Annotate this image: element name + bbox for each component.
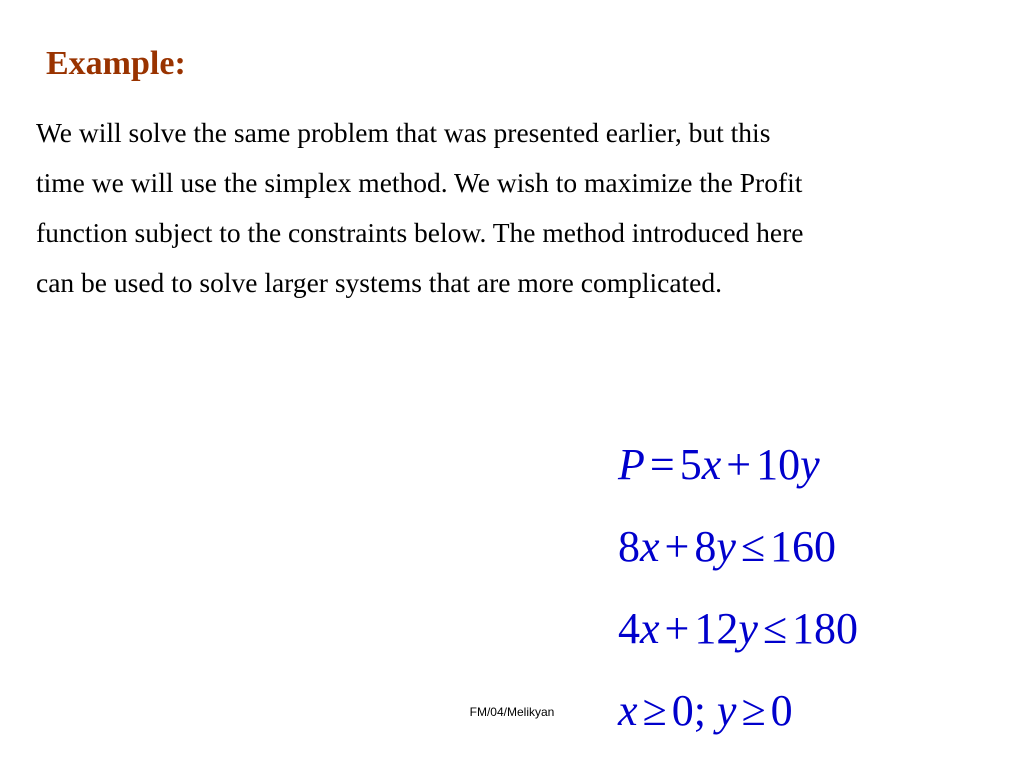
equation-variable: y (716, 686, 737, 735)
equation-variable: P (618, 440, 645, 489)
equation-variable: y (800, 440, 820, 489)
objective-function (618, 424, 1018, 506)
equation-operator: ≥ (741, 686, 766, 735)
constraint-2 (618, 588, 1018, 670)
equation-block (618, 424, 1018, 752)
equation-variable: x (640, 604, 660, 653)
slide-title: Example: (46, 45, 186, 82)
equation-operator: ≤ (740, 522, 766, 571)
paragraph-line: time we will use the simplex method. We wish to maximize the Profit (36, 167, 803, 198)
equation-term: 180 (792, 604, 859, 653)
equation-term: 160 (770, 522, 837, 571)
equation-term: 8 (618, 522, 640, 571)
equation-operator: + (726, 440, 752, 489)
equation-variable: x (618, 686, 638, 735)
equation-variable: y (716, 522, 736, 571)
equation-term: 10 (756, 440, 801, 489)
equation-term: 5 (679, 440, 702, 489)
equation-term: 8 (694, 522, 717, 571)
equation-variable: y (738, 604, 758, 653)
equation-operator: ≤ (762, 604, 788, 653)
equation-variable: x (640, 522, 660, 571)
equation-term: 12 (694, 604, 739, 653)
equation-term: 0 (770, 686, 793, 735)
equation-operator: + (664, 522, 690, 571)
paragraph-line: can be used to solve larger systems that are more complicated. (36, 267, 722, 298)
equation-operator: + (664, 604, 690, 653)
equation-operator: = (649, 440, 675, 489)
paragraph-line: We will solve the same problem that was presented earlier, but this (36, 117, 771, 148)
equation-term: 0; (671, 686, 706, 735)
footer-text: FM/04/Melikyan (469, 705, 555, 719)
equation-variable: x (701, 440, 722, 489)
equation-operator: ≥ (642, 686, 667, 735)
equation-term: 4 (618, 604, 640, 653)
constraint-1 (618, 506, 1018, 588)
intro-paragraph (36, 108, 996, 308)
paragraph-line: function subject to the constraints below. The method introduced here (36, 217, 804, 248)
